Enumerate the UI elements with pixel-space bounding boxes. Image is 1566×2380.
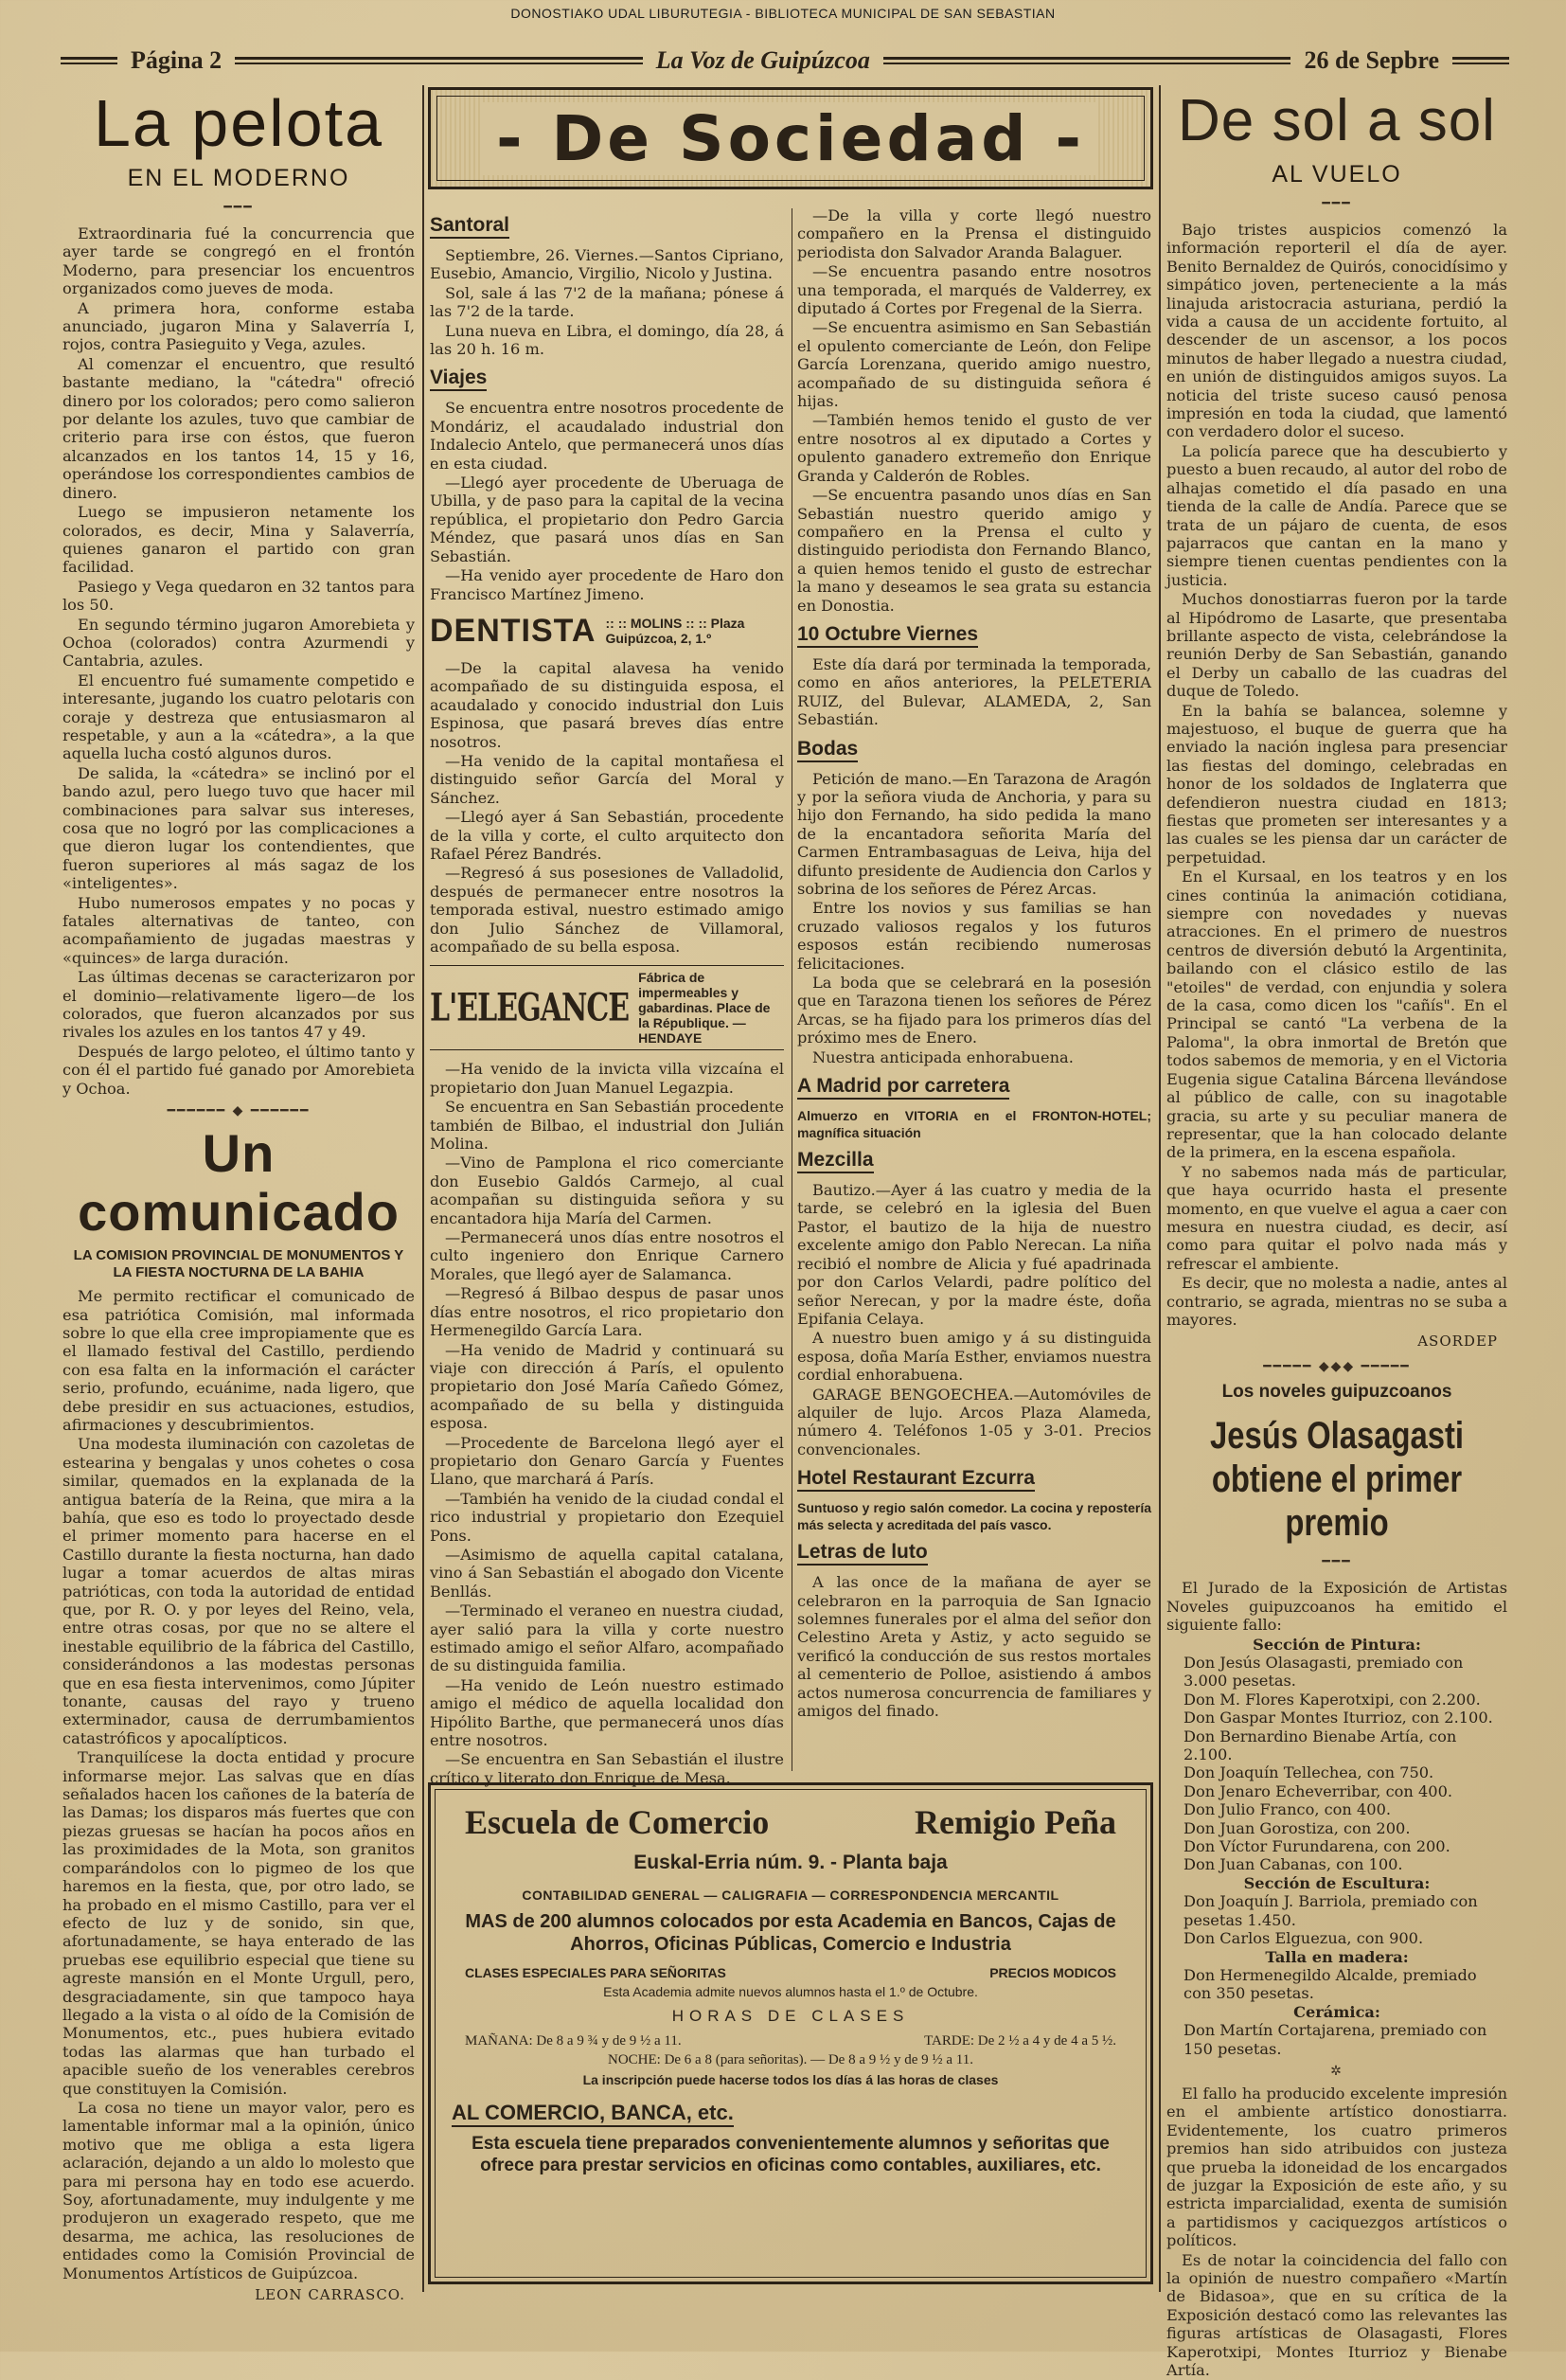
paragraph: A las once de la mañana de ayer se celebraron en la parroquia de San Ignacio solemnes funerales por el alma del señor don Celestino Areta y Astiz, y acto seguido se verificó la conducción de sus restos mortales al cementerio de Polloe, asistiendo á ambos actos numerosa concurrencia de familiares y amigos del finado. bbox=[797, 1573, 1151, 1720]
pelota-title: La pelota bbox=[93, 86, 384, 160]
ad-morning: MAÑANA: De 8 a 9 ¾ y de 9 ½ a 11. bbox=[465, 2033, 682, 2049]
paragraph: —Vino de Pamplona el rico comerciante don Eusebio Galdós Carmejo, al cual acompañan su distinguida señora y su encantadora hija María del Carmen. bbox=[430, 1154, 784, 1227]
paragraph: Tranquilícese la docta entidad y procure informarse mejor. Las salvas que en días señalados hacen los cañones de la batería de las Damas; los disparos más fuertes que con piezas gruesas se hacían ha pocos años en las proximidades de la Mota, son granitos comparándolos con lo pigmeo de los que haremos en la fiesta, que, por otro lado, se ha probado en el mismo Castillo, para ver el efecto de luz y de sonido, sin que, afortunadamente, se haya enterado de las pruebas ese equilibrio especial que tiene su agreste mansión en el Monte Urgull, pero, desgraciadamente, sin que tampoco haya llegado a la vista o al oído de la Comisión de Monumentos, etc., pues hubiera evitado todas las alarmas que han turbado el apacible sueño de los venerables cerebros que constituyen la Comisión. bbox=[62, 1748, 415, 2098]
page-number: Página 2 bbox=[131, 46, 222, 74]
paragraph: —De la capital alavesa ha venido acompañado de su distinguida esposa, el acaudalado y conocido industrial don Luis Espinosa, que pasará breves días entre nosotros. bbox=[430, 658, 784, 751]
paragraph: —Llegó ayer procedente de Uberuaga de Ubilla, y de paso para la capital de la vecina república, el propietario don Pedro Garcia Méndez, que pasará unos días en San Sebastián. bbox=[430, 474, 784, 565]
paragraph: Y no sabemos nada más de particular, que haya ocurrido hasta el presente momento, en que vuelve el agua a caer con mesura en nuestra ciudad, es decir, así como para quitar el polvo nada más y refrescar el ambiente. bbox=[1166, 1162, 1507, 1273]
prize-line: Don Joaquín Tellechea, con 750. bbox=[1183, 1763, 1434, 1782]
pelota-subtitle: EN EL MODERNO bbox=[127, 165, 350, 191]
paragraph: Pasiego y Vega quedaron en 32 tantos para los 50. bbox=[62, 577, 415, 615]
paragraph: En la bahía se balancea, solemne y majestuoso, el buque de guerra que ha enviado la nación inglesa para presenciar las fiestas del domingo, celebradas en honor de los soldados de Inglaterra que defendieron nuestra ciudad en 1813; fiestas que prometen ser interesantes y a las cuales se les piensa dar un carácter de perpetuidad. bbox=[1166, 701, 1507, 867]
ornament: ━━━━━ ◆◆◆ ━━━━━ bbox=[1263, 1359, 1411, 1375]
section-heading: Bodas bbox=[797, 738, 858, 762]
prize-category: Sección de Escultura: bbox=[1243, 1873, 1431, 1892]
paragraph: La boda que se celebrará en la posesión que en Tarazona tienen los señores de Pérez Arcas, se ha fijado para los primeros días del próximo mes de Enero. bbox=[797, 974, 1151, 1047]
masthead-rule bbox=[1452, 57, 1509, 64]
paragraph: Septiembre, 26. Viernes.—Santos Cipriano, Eusebio, Amancio, Virgilio, Nicolo y Justina. bbox=[430, 246, 784, 283]
section-heading: Hotel Restaurant Ezcurra bbox=[797, 1467, 1035, 1492]
paragraph: En el Kursaal, en los teatros y en los cines continúa la animación cotidiana, siempre con novedades y nuevas atracciones. En el primero de nuestros centros de diversión debutó la Argentinita, bailando con el clásico estilo de las "etoiles" de verdad, con enjundia y solera de la casa, como dicen los "cañís". En el Principal se cantó "La verbena de la Paloma", la obra inmortal de Bretón que todos sabemos de memoria, y en el Victoria Eugenia sigue Catalina Bárcena llevándose al público de calle, con su inagotable gracia, su arte y su peculiar manera de representar, que la han colocado delante de la primera, en la escena española. bbox=[1166, 868, 1507, 1162]
dentista-word: DENTISTA bbox=[430, 612, 596, 649]
paragraph: —Llegó ayer á San Sebastián, procedente de la villa y corte, el culto arquitecto don Rafael Pérez Bandrés. bbox=[430, 808, 784, 863]
prize-line: Don Juan Gorostiza, con 200. bbox=[1183, 1818, 1411, 1837]
sociedad-column-b bbox=[797, 206, 1151, 1721]
paragraph: —Regresó á Bilbao despus de pasar unos días entre nosotros, el rico propietario don Hermenegildo García Lara. bbox=[430, 1284, 784, 1340]
ad-prices: PRECIOS MODICOS bbox=[989, 1965, 1116, 1980]
paragraph: —Regresó á sus posesiones de Valladolid, después de permanecer entre nosotros la temporada estival, nuestro estimado amigo don Julio Sánchez de Villamoral, acompañado de su bella esposa. bbox=[430, 864, 784, 956]
paragraph: Es de notar la coincidencia del fallo con la opinión de nuestro compañero «Martín de Bidasoa», que en su crítica de la Exposición destacó como las relevantes las figuras artísticas de Olasagasti, Flores Kaperotxipi, Montes Iturrioz y Bienabe Artía. bbox=[1166, 2250, 1507, 2380]
paragraph: Muchos donostiarras fueron por la tarde al Hipódromo de Lasarte, que presentaba brillante aspecto de vista, celebrándose la reunión Derby de San Sebastián, ganando el Derby un caballo de las cuadras del duque de Toledo. bbox=[1166, 590, 1507, 701]
paragraph: —Asimismo de aquella capital catalana, vino á San Sebastián el abogado don Vicente Benllás. bbox=[430, 1545, 784, 1601]
sol-title: De sol a sol bbox=[1178, 88, 1496, 153]
prize-line: Don Martín Cortajarena, premiado con 150 pesetas. bbox=[1183, 2021, 1487, 2058]
paragraph: Petición de mano.—En Tarazona de Aragón y por la señora viuda de Anchoria, y para su hijo don Fernando, ha sido pedida la mano de la encantadora señorita María del Carmen Entrambasaguas de Leiva, hija del difunto presidente de Audiencia don Carlos y sobrina de los señores de Pérez Arcas. bbox=[797, 769, 1151, 898]
ad-owner-name: Remigio Peña bbox=[915, 1803, 1116, 1841]
prize-line: Don Juan Cabanas, con 100. bbox=[1183, 1855, 1403, 1874]
prize-line: Don Joaquín J. Barriola, premiado con pesetas 1.450. bbox=[1183, 1892, 1478, 1929]
noveles-section-title: Los noveles guipuzcoanos bbox=[1221, 1382, 1452, 1403]
paragraph: GARAGE BENGOECHEA.—Automóviles de alquiler de lujo. Arcos Plaza Alameda, número 4. Teléfonos 1-05 y 3-01. Precios convencionales. bbox=[797, 1385, 1151, 1458]
ad-final-text: Esta escuela tiene preparados convenientemente alumnos y señoritas que ofrece para prestar servicios en oficinas como contables, auxiliares, etc. bbox=[472, 2134, 1110, 2175]
paragraph: —Se encuentra pasando unos días en San Sebastián nuestro querido amigo y compañero en la Prensa el culto y distinguido periodista don Fernando Blanco, a quien hemos tenido el gusto de estrechar la mano y deseamos le sea grata su estancia en Donostia. bbox=[797, 486, 1151, 615]
masthead bbox=[61, 44, 1509, 78]
paragraph: Es decir, que no molesta a nadie, antes al contrario, se agrada, mientras no se suba a mayores. bbox=[1166, 1274, 1507, 1329]
column-divider bbox=[422, 85, 424, 2292]
prize-line: Don Hermenegildo Alcalde, premiado con 350 pesetas. bbox=[1183, 1965, 1477, 2003]
section-heading: Viajes bbox=[430, 367, 487, 391]
prize-line: Don Jenaro Echeverribar, con 400. bbox=[1183, 1781, 1453, 1800]
paragraph: Me permito rectificar el comunicado de esa patriótica Comisión, mal informada sobre lo que ella cree impropiamente que es el llamado festival del Castillo, perdiendo con esa falta en la información el carácter serio, profundo, ecuánime, nada ligero, que debe presidir en sus actuaciones, estudios, afirmaciones y descubrimientos. bbox=[62, 1287, 415, 1434]
paragraph: —Terminado el veraneo en nuestra ciudad, ayer salió para la villa y corte nuestro estimado amigo el señor Alfaro, acompañado de su distinguida familia. bbox=[430, 1602, 784, 1675]
dentista-detail: :: :: MOLINS :: :: Plaza Guipúzcoa, 2, 1.º bbox=[605, 615, 745, 646]
paragraph: —Ha venido de Madrid y continuará su viaje con dirección á París, el opulento propietario don José María Cañedo Gómez, acompañado de su bella y distinguida esposa. bbox=[430, 1340, 784, 1433]
paragraph: Las últimas decenas se caracterizaron por el dominio—relativamente ligero—de los colorados, que fueron alcanzados por sus rivales los azules en los tantos 47 y 49. bbox=[62, 968, 415, 1042]
prize-category: Cerámica: bbox=[1293, 2002, 1380, 2021]
comunicado-signature: LEON CARRASCO. bbox=[255, 2286, 405, 2304]
paragraph: Sol, sale á las 7'2 de la mañana; pónese á las 7'2 de la tarde. bbox=[430, 283, 784, 321]
prize-category: Sección de Pintura: bbox=[1253, 1635, 1421, 1654]
paragraph: —Ha venido de la capital montañesa el distinguido señor García del Moral y Sánchez. bbox=[430, 751, 784, 807]
elegance-ad bbox=[430, 965, 784, 1050]
comunicado-body bbox=[62, 1287, 415, 2282]
paragraph: A primera hora, conforme estaba anunciado, jugaron Mina y Salaverría I, rojos, contra Pasieguito y Vega, azules. bbox=[62, 298, 415, 354]
paragraph: Hubo numerosos empates y no pocas y fatales alternativas de tanteo, con acompañamiento de jugadas maestras y «quinces» de larga duración. bbox=[62, 893, 415, 967]
section-heading: Santoral bbox=[430, 214, 509, 239]
newspaper-name: La Voz de Guipúzcoa bbox=[655, 46, 870, 74]
pelota-body bbox=[62, 224, 415, 1098]
escuela-comercio-ad bbox=[428, 1782, 1153, 2284]
paragraph: Este día dará por terminada la temporada, como en años anteriores, la PELETERIA RUIZ, del Bulevar, ALAMEDA, 2, San Sebastián. bbox=[797, 654, 1151, 729]
paragraph: —Procedente de Barcelona llegó ayer el propietario don Genaro García y Fuentes Llano, que marchará á París. bbox=[430, 1433, 784, 1489]
paragraph: La cosa no tiene un mayor valor, pero es lamentable informar mal a la opinión, único motivo que me obliga a esta ligera aclaración, dejando a un aldo lo molesto que para mi persona hay en todo ese acuerdo. Soy, afortunadamente, muy indulgente y me produjeron un exagerado respeto, que me desarma, me achica, las resoluciones de entidades como la Comisión Provincial de Monumentos Artísticos de Guipúzcoa. bbox=[62, 2098, 415, 2282]
paragraph: —Se encuentra pasando entre nosotros una temporada, el marqués de Valderrey, ex diputado á Cortes por Fregenal de la Sierra. bbox=[797, 262, 1151, 318]
paragraph: Bajo tristes auspicios comenzó la información reporteril el día de ayer. Benito Bernaldez de Quirós, conocidísimo y simpático joven, perteneciente a la más linajuda aristocracia asturiana, perdió la vida a causa de un accidente fortuito, al descender de un ascensor, a los pocos minutos de haber llegado a nuestra ciudad, en unión de distinguidos amigos suyos. La noticia del triste suceso causó penosa impresión en toda la ciudad, que lamentó con verdadero dolor el suceso. bbox=[1166, 221, 1507, 441]
issue-date: 26 de Sepbre bbox=[1304, 46, 1439, 74]
elegance-text: Fábrica de impermeables y gabardinas. Place de la République. — HENDAYE bbox=[638, 970, 771, 1047]
prize-line: Don Víctor Furundarena, con 200. bbox=[1183, 1837, 1450, 1856]
paragraph: Una modesta iluminación con cazoletas de estearina y bengalas y unos cohetes o cosa similar, quemados en la explanada de la antigua batería de la Reina, que mira a la bahía, que eso es todo lo proyectado desde el primer momento para hacerse en el Castillo durante la fiesta nocturna, han dado lugar a tomar acuerdos de altas miras patrióticas, con toda la autoridad de entidad que, por R. O. y por leyes del Reino, vela, entre otras cosas, por que no se altere el inestable equilibrio de la fábrica del Castillo, considerándonos a las modestas personas que en esa fiesta intervenimos, como Júpiter tonante, causas del rayo y trueno exterminador, causa de derrumbamientos catastróficos y apocalípticos. bbox=[62, 1435, 415, 1747]
paragraph: —También ha venido de la ciudad condal el rico industrial y propietario don Ezequiel Pons. bbox=[430, 1489, 784, 1545]
sol-subtitle: AL VUELO bbox=[1272, 161, 1402, 188]
section-heading: 10 Octubre Viernes bbox=[797, 623, 978, 648]
masthead-rule bbox=[61, 57, 117, 64]
paragraph: Bautizo.—Ayer á las cuatro y media de la tarde, se celebró en la iglesia del Buen Pastor, el bautizo de la hija de nuestro excelente amigo don Pablo Nerecan. La niña recibió el nombre de Alicia y fué apadrinada por don Carlos Velardi, padre político del señor Nerecan, y por la madre éste, doña Epifania Celaya. bbox=[797, 1181, 1151, 1328]
paragraph: El Jurado de la Exposición de Artistas Noveles guipuzcoanos ha emitido el siguiente fallo: bbox=[1166, 1579, 1507, 1635]
prize-line: Don Julio Franco, con 400. bbox=[1183, 1800, 1392, 1819]
paragraph: El fallo ha producido excelente impresión en el ambiente artístico donostiarra. Evidentemente, los cuatro primeros premios han sido atribuidos con justeza que prueba la idoneidad de los encargados de juzgar la Exposición de este año, y su estricta imparcialidad, exenta de sumisión a partidismos y caciquezgos artísticos o políticos. bbox=[1166, 2084, 1507, 2250]
paragraph: Después de largo peloteo, el último tanto y con él el partido fué ganado por Amorebieta y Ochoa. bbox=[62, 1042, 415, 1098]
ornament: ━━━━━━ ◆ ━━━━━━ bbox=[167, 1103, 311, 1119]
sociedad-column-a bbox=[430, 206, 784, 1788]
comunicado-title: Un comunicado bbox=[78, 1123, 400, 1243]
ad-bank-heading: AL COMERCIO, BANCA, etc. bbox=[452, 2101, 734, 2127]
ornament: ━━━ bbox=[1322, 196, 1352, 211]
prize-category: Talla en madera: bbox=[1265, 1947, 1409, 1966]
sol-signature: ASORDEP bbox=[1417, 1333, 1498, 1351]
ad-address: Euskal-Erria núm. 9. - Planta baja bbox=[633, 1852, 948, 1873]
ad-header bbox=[452, 1802, 1130, 1842]
dentista-ad bbox=[430, 613, 784, 650]
ad-classes-row bbox=[465, 1965, 1116, 1980]
paragraph: —Se encuentra en San Sebastián el ilustre crítico y literato don Enrique de Mesa. bbox=[430, 1750, 784, 1787]
paragraph: —Ha venido de la invicta villa vizcaína el propietario don Juan Manuel Legazpia. bbox=[430, 1060, 784, 1097]
left-column bbox=[62, 87, 415, 2303]
paragraph: Se encuentra en San Sebastián procedente también de Bilbao, el industrial don Julián Molina. bbox=[430, 1098, 784, 1154]
paragraph: —Ha venido ayer procedente de Haro don Francisco Martínez Jimeno. bbox=[430, 566, 784, 603]
ad-school-name: Escuela de Comercio bbox=[465, 1803, 770, 1841]
madrid-ad-text: Almuerzo en VITORIA en el FRONTON-HOTEL; magnífica situación bbox=[797, 1108, 1151, 1141]
paragraph: Extraordinaria fué la concurrencia que ayer tarde se congregó en el frontón Moderno, para presenciar los encuentros organizados como jueves de moda. bbox=[62, 224, 415, 298]
paragraph: Al comenzar el encuentro, que resultó bastante mediano, la "cátedra" ofreció dinero por los colorados; pero como salieron por delante los azules, tuvo que cambiar de criterio para irse con éstos, que fueron alcanzados en los tantos 14, 15 y 16, operándose los correspondientes cambios de dinero. bbox=[62, 354, 415, 502]
paragraph: La policía parece que ha descubierto y puesto a buen recaudo, al autor del robo de alhajas cometido el día pasado en una tienda de la calle de Andía. Parece que se trata de un pájaro de cuenta, de esos pajarracos que cantan en la mano y siempre tienen cuentas pendientes con la justicia. bbox=[1166, 441, 1507, 589]
sociedad-title: - De Sociedad - bbox=[483, 102, 1098, 175]
ad-subjects: CONTABILIDAD GENERAL — CALIGRAFIA — CORRESPONDENCIA MERCANTIL bbox=[522, 1888, 1059, 1903]
prize-line: Don Carlos Elguezua, con 900. bbox=[1183, 1929, 1424, 1948]
paragraph: A nuestro buen amigo y á su distinguida esposa, doña María Esther, enviamos nuestra cordial enhorabuena. bbox=[797, 1329, 1151, 1385]
ad-night: NOCHE: De 6 a 8 (para señoritas). — De 8 a 9 ½ y de 9 ½ a 11. bbox=[607, 2052, 973, 2067]
masthead-rule bbox=[235, 57, 643, 64]
paragraph: Entre los novios y sus familias se han cruzado valiosos regalos y los futuros esposos están recibiendo numerosas felicitaciones. bbox=[797, 899, 1151, 973]
sociedad-banner bbox=[428, 87, 1153, 189]
prize-line: Don Jesús Olasagasti, premiado con 3.000 pesetas. bbox=[1183, 1654, 1464, 1691]
section-heading: A Madrid por carretera bbox=[797, 1075, 1009, 1100]
paragraph: —Ha venido de León nuestro estimado amigo el médico de aquella localidad don Hipólito Barthe, que permanecerá unos días entre nosotros. bbox=[430, 1675, 784, 1750]
paragraph: Luna nueva en Libra, el domingo, día 28, á las 20 h. 16 m. bbox=[430, 321, 784, 359]
ornament: ━━━ bbox=[1322, 1554, 1352, 1570]
ornament: ━━━ bbox=[223, 200, 254, 215]
prize-line: Don M. Flores Kaperotxipi, con 2.200. bbox=[1183, 1690, 1481, 1709]
paragraph: —Se encuentra asimismo en San Sebastián el opulento comerciante de León, don Felipe García Lorenzana, querido amigo nuestro, acompañado de su distinguida señora é hijas. bbox=[797, 318, 1151, 411]
ad-placed-students: MAS de 200 alumnos colocados por esta Academia en Bancos, Cajas de Ahorros, Oficinas Públicas, Comercio e Industria bbox=[465, 1911, 1116, 1955]
ad-hours-title: HORAS DE CLASES bbox=[671, 2007, 910, 2025]
ad-afternoon: TARDE: De 2 ½ a 4 y de 4 a 5 ½. bbox=[924, 2033, 1116, 2049]
paragraph: De salida, la «cátedra» se inclinó por el bando azul, pero luego tuvo que hacer mil combinaciones para salvar sus intereses, cosa que no logró por las complicaciones a que dieron lugar los contendientes, que fueron superiores al más sagaz de los «inteligentes». bbox=[62, 763, 415, 893]
comunicado-subtitle: LA COMISION PROVINCIAL DE MONUMENTOS Y LA FIESTA NOCTURNA DE LA BAHIA bbox=[73, 1247, 404, 1281]
noveles-headline: Jesús Olasagasti obtiene el primer premio bbox=[1209, 1415, 1465, 1545]
prize-line: Don Gaspar Montes Iturrioz, con 2.100. bbox=[1183, 1709, 1493, 1727]
right-column bbox=[1166, 87, 1507, 2380]
prize-line: Don Bernardino Bienabe Artía, con 2.100. bbox=[1183, 1727, 1457, 1764]
column-divider bbox=[1159, 85, 1161, 2292]
paragraph: En segundo término jugaron Amorebieta y Ochoa (colorados) contra Azurmendi y Cantabria, azules. bbox=[62, 615, 415, 671]
masthead-rule bbox=[883, 57, 1291, 64]
ornament: ✲ bbox=[1330, 2063, 1344, 2079]
section-heading: Letras de luto bbox=[797, 1541, 928, 1566]
paragraph: —También hemos tenido el gusto de ver entre nosotros al ex diputado a Cortes y opulento ganadero extremeño don Enrique Granda y Calderón de Robles. bbox=[797, 411, 1151, 485]
paragraph: Luego se impusieron netamente los colorados, es decir, Mina y Salaverría, quienes ganaron el partido con gran facilidad. bbox=[62, 503, 415, 577]
paragraph: Se encuentra entre nosotros procedente de Mondáriz, el acaudalado industrial don Indalecio Antelo, que permanecerá unos días en esta ciudad. bbox=[430, 399, 784, 473]
ad-schedule-row bbox=[465, 2052, 1116, 2068]
ad-schedule-row bbox=[465, 2033, 1116, 2049]
archive-label: DONOSTIAKO UDAL LIBURUTEGIA - BIBLIOTECA MUNICIPAL DE SAN SEBASTIAN bbox=[510, 6, 1056, 21]
ad-inscription: La inscripción puede hacerse todos los días á las horas de clases bbox=[582, 2072, 999, 2087]
ad-classes: CLASES ESPECIALES PARA SEÑORITAS bbox=[465, 1965, 726, 1980]
elegance-logo: L'ELEGANCE bbox=[430, 985, 630, 1031]
paragraph: El encuentro fué sumamente competido e interesante, jugando los cuatro pelotaris con coraje y destreza que entusiasmaron al respetable, y aun a la «cátedra», a la que aquella lucha costó algunos duros. bbox=[62, 671, 415, 763]
paragraph: Nuestra anticipada enhorabuena. bbox=[812, 1047, 1074, 1066]
paragraph: —Permanecerá unos días entre nosotros el culto ingeniero don Enrique Carnero Morales, que llegó ayer de Salamanca. bbox=[430, 1228, 784, 1283]
section-heading: Mezcilla bbox=[797, 1149, 874, 1173]
ad-admission: Esta Academia admite nuevos alumnos hasta el 1.º de Octubre. bbox=[603, 1984, 978, 1999]
paragraph: —De la villa y corte llegó nuestro compañero en la Prensa el distinguido periodista don Salvador Aranda Balaguer. bbox=[797, 206, 1151, 261]
hotel-ad-text: Suntuoso y regio salón comedor. La cocina y repostería más selecta y acreditada del país vasco. bbox=[797, 1500, 1151, 1533]
